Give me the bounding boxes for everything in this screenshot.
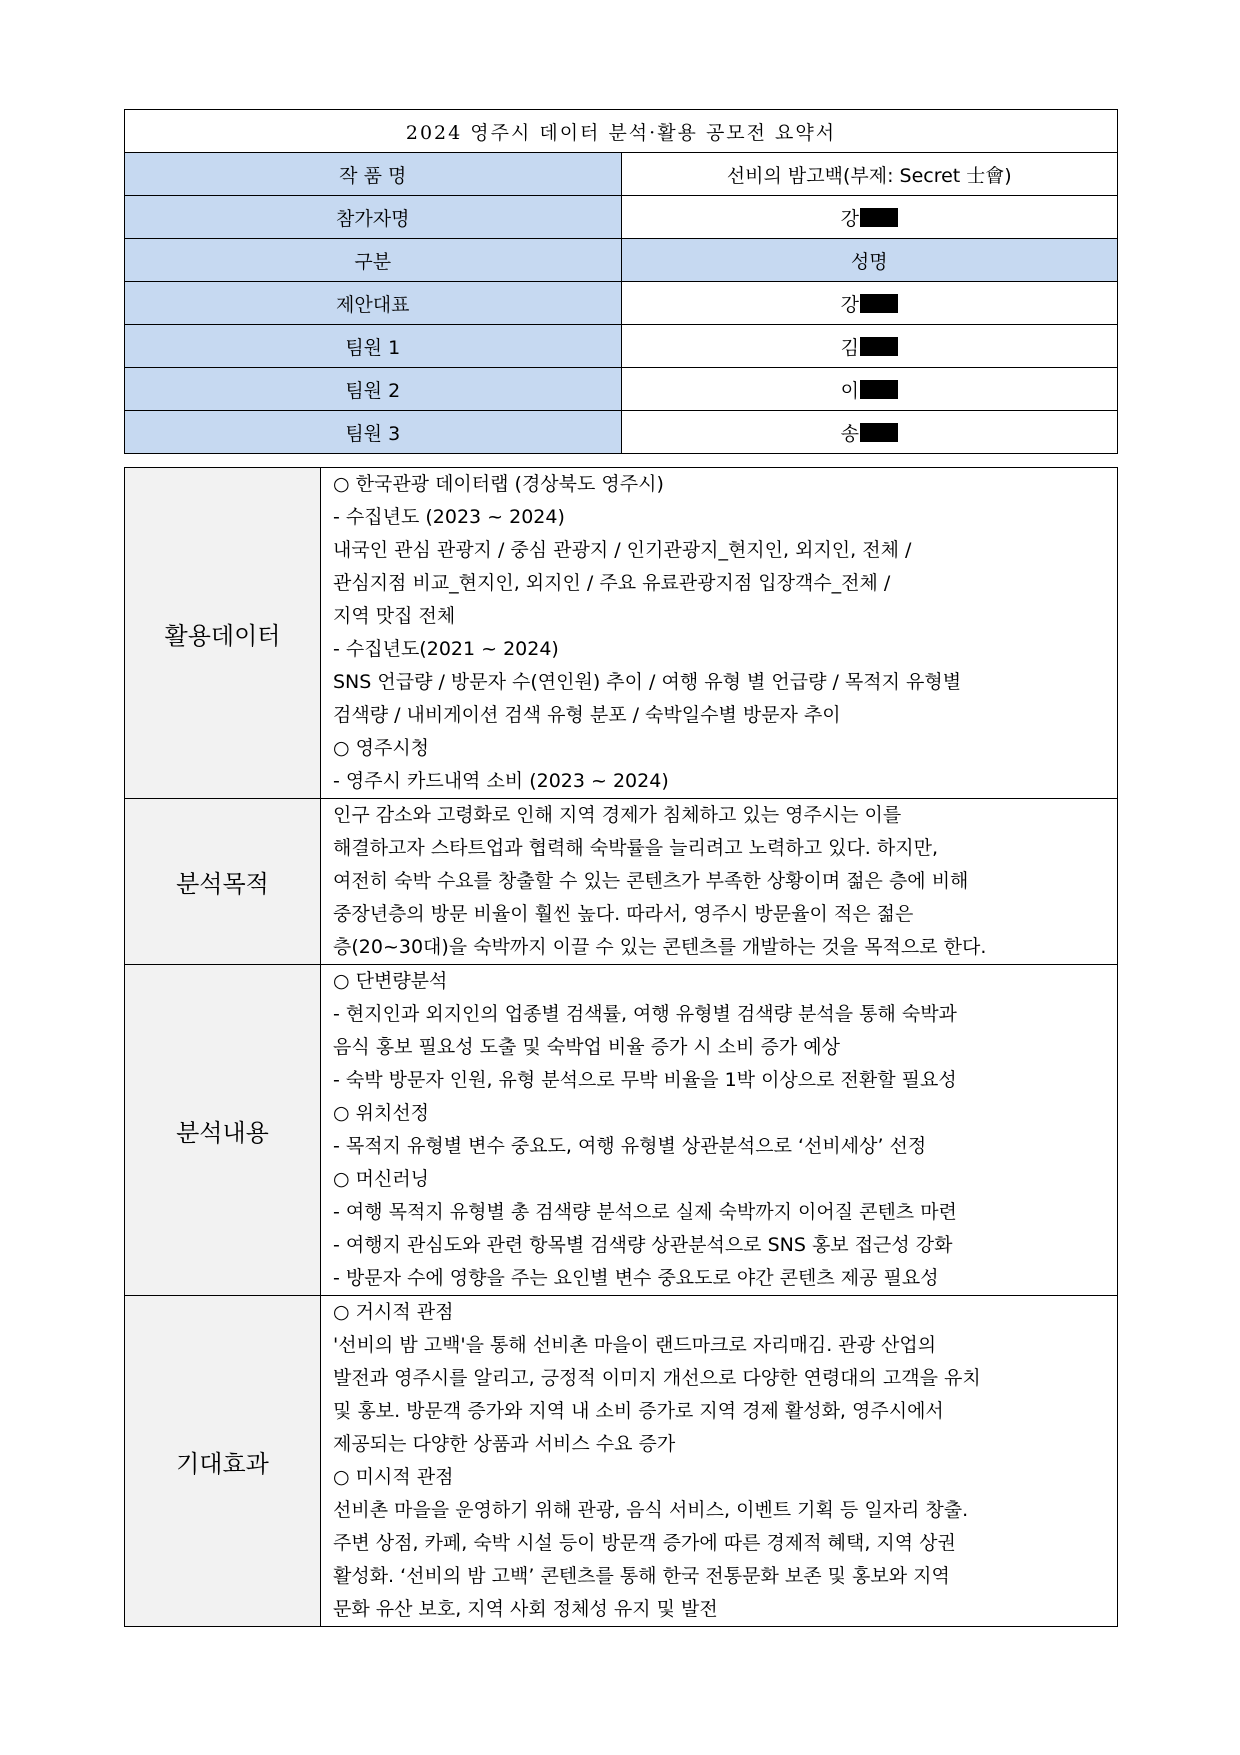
- member-name-cell: [621, 325, 1118, 368]
- text-line: 발전과 영주시를 알리고, 긍정적 이미지 개선으로 다양한 연령대의 고객을 유치: [333, 1367, 981, 1389]
- text-line: 층(20~30대)을 숙박까지 이끌 수 있는 콘텐츠를 개발하는 것을 목적으로 한다.: [333, 936, 987, 958]
- work-name-value: 선비의 밤고백(부제: Secret 士會): [621, 153, 1118, 196]
- text-line: ○ 영주시청: [333, 737, 430, 759]
- text-line: 음식 홍보 필요성 도출 및 숙박업 비율 증가 시 소비 증가 예상: [333, 1036, 840, 1058]
- participant-value: [621, 196, 1118, 239]
- summary-document: [124, 109, 1118, 1627]
- redaction-block: [860, 423, 898, 442]
- section-analysis: [125, 965, 1118, 1296]
- division-value: 성명: [621, 239, 1118, 282]
- text-line: ○ 위치선정: [333, 1102, 430, 1124]
- text-line: 및 홍보. 방문객 증가와 지역 내 소비 증가로 지역 경제 활성화, 영주시에서: [333, 1400, 944, 1422]
- text-line: 선비촌 마을을 운영하기 위해 관광, 음식 서비스, 이벤트 기획 등 일자리 창출.: [333, 1499, 969, 1521]
- text-line: - 목적지 유형별 변수 중요도, 여행 유형별 상관분석으로 ‘선비세상’ 선정: [333, 1135, 927, 1157]
- document-title: 2024 영주시 데이터 분석·활용 공모전 요약서: [125, 110, 1118, 153]
- member-role: 팀원 2: [125, 368, 622, 411]
- section-body: [321, 1296, 1118, 1627]
- text-line: - 현지인과 외지인의 업종별 검색률, 여행 유형별 검색량 분석을 통해 숙박과: [333, 1003, 957, 1025]
- redaction-block: [860, 337, 898, 356]
- text-line: 활성화. ‘선비의 밤 고백’ 콘텐츠를 통해 한국 전통문화 보존 및 홍보와 지역: [333, 1565, 950, 1587]
- text-line: - 여행 목적지 유형별 총 검색량 분석으로 실제 숙박까지 이어질 콘텐츠 마련: [333, 1201, 957, 1223]
- member-name: 송: [840, 422, 859, 445]
- redaction-block: [860, 294, 898, 313]
- participant-label: 참가자명: [125, 196, 622, 239]
- text-line: 제공되는 다양한 상품과 서비스 수요 증가: [333, 1433, 676, 1455]
- text-line: - 수집년도(2021 ~ 2024): [333, 638, 559, 660]
- text-line: ○ 단변량분석: [333, 970, 448, 992]
- text-line: 검색량 / 내비게이션 검색 유형 분포 / 숙박일수별 방문자 추이: [333, 704, 841, 726]
- text-line: 여전히 숙박 수요를 창출할 수 있는 콘텐츠가 부족한 상황이며 젊은 층에 비해: [333, 870, 969, 892]
- text-line: 인구 감소와 고령화로 인해 지역 경제가 침체하고 있는 영주시는 이를: [333, 804, 902, 826]
- text-line: - 방문자 수에 영향을 주는 요인별 변수 중요도로 야간 콘텐츠 제공 필요성: [333, 1267, 939, 1289]
- text-line: - 여행지 관심도와 관련 항목별 검색량 상관분석으로 SNS 홍보 접근성 강화: [333, 1234, 953, 1256]
- section-label: 활용데이터: [125, 468, 321, 799]
- member-role: 팀원 1: [125, 325, 622, 368]
- section-label: 분석내용: [125, 965, 321, 1296]
- section-data: [125, 468, 1118, 799]
- content-table: [124, 467, 1118, 1627]
- section-label: 기대효과: [125, 1296, 321, 1627]
- work-name-label: 작 품 명: [125, 153, 622, 196]
- text-line: ○ 머신러닝: [333, 1168, 430, 1190]
- text-line: 내국인 관심 관광지 / 중심 관광지 / 인기관광지_현지인, 외지인, 전체 /: [333, 539, 912, 561]
- redaction-block: [860, 208, 898, 227]
- info-table: [124, 109, 1118, 454]
- text-line: 지역 맛집 전체: [333, 605, 456, 627]
- text-line: 관심지점 비교_현지인, 외지인 / 주요 유료관광지점 입장객수_전체 /: [333, 572, 891, 594]
- text-line: '선비의 밤 고백'을 통해 선비촌 마을이 랜드마크로 자리매김. 관광 산업의: [333, 1334, 937, 1356]
- division-label: 구분: [125, 239, 622, 282]
- text-line: 해결하고자 스타트업과 협력해 숙박률을 늘리려고 노력하고 있다. 하지만,: [333, 837, 938, 859]
- member-name: 김: [840, 336, 859, 359]
- redaction-block: [860, 380, 898, 399]
- text-line: 문화 유산 보호, 지역 사회 정체성 유지 및 발전: [333, 1598, 718, 1620]
- member-role: 제안대표: [125, 282, 622, 325]
- text-line: 중장년층의 방문 비율이 훨씬 높다. 따라서, 영주시 방문율이 적은 젊은: [333, 903, 914, 925]
- section-effect: [125, 1296, 1118, 1627]
- member-name-cell: [621, 411, 1118, 454]
- text-line: SNS 언급량 / 방문자 수(연인원) 추이 / 여행 유형 별 언급량 / 목적지 유형별: [333, 671, 962, 693]
- text-line: - 영주시 카드내역 소비 (2023 ~ 2024): [333, 770, 669, 792]
- section-body: [321, 799, 1118, 965]
- text-line: 주변 상점, 카페, 숙박 시설 등이 방문객 증가에 따른 경제적 혜택, 지역 상권: [333, 1532, 956, 1554]
- text-line: - 숙박 방문자 인원, 유형 분석으로 무박 비율을 1박 이상으로 전환할 필요성: [333, 1069, 957, 1091]
- member-name: 이: [840, 379, 859, 402]
- section-purpose: [125, 799, 1118, 965]
- member-role: 팀원 3: [125, 411, 622, 454]
- section-label: 분석목적: [125, 799, 321, 965]
- text-line: ○ 미시적 관점: [333, 1466, 454, 1488]
- participant-name: 강: [840, 207, 859, 230]
- member-name-cell: [621, 282, 1118, 325]
- member-name-cell: [621, 368, 1118, 411]
- member-name: 강: [840, 293, 859, 316]
- text-line: - 수집년도 (2023 ~ 2024): [333, 506, 565, 528]
- section-body: [321, 468, 1118, 799]
- section-body: [321, 965, 1118, 1296]
- text-line: ○ 한국관광 데이터랩 (경상북도 영주시): [333, 473, 664, 495]
- text-line: ○ 거시적 관점: [333, 1301, 454, 1323]
